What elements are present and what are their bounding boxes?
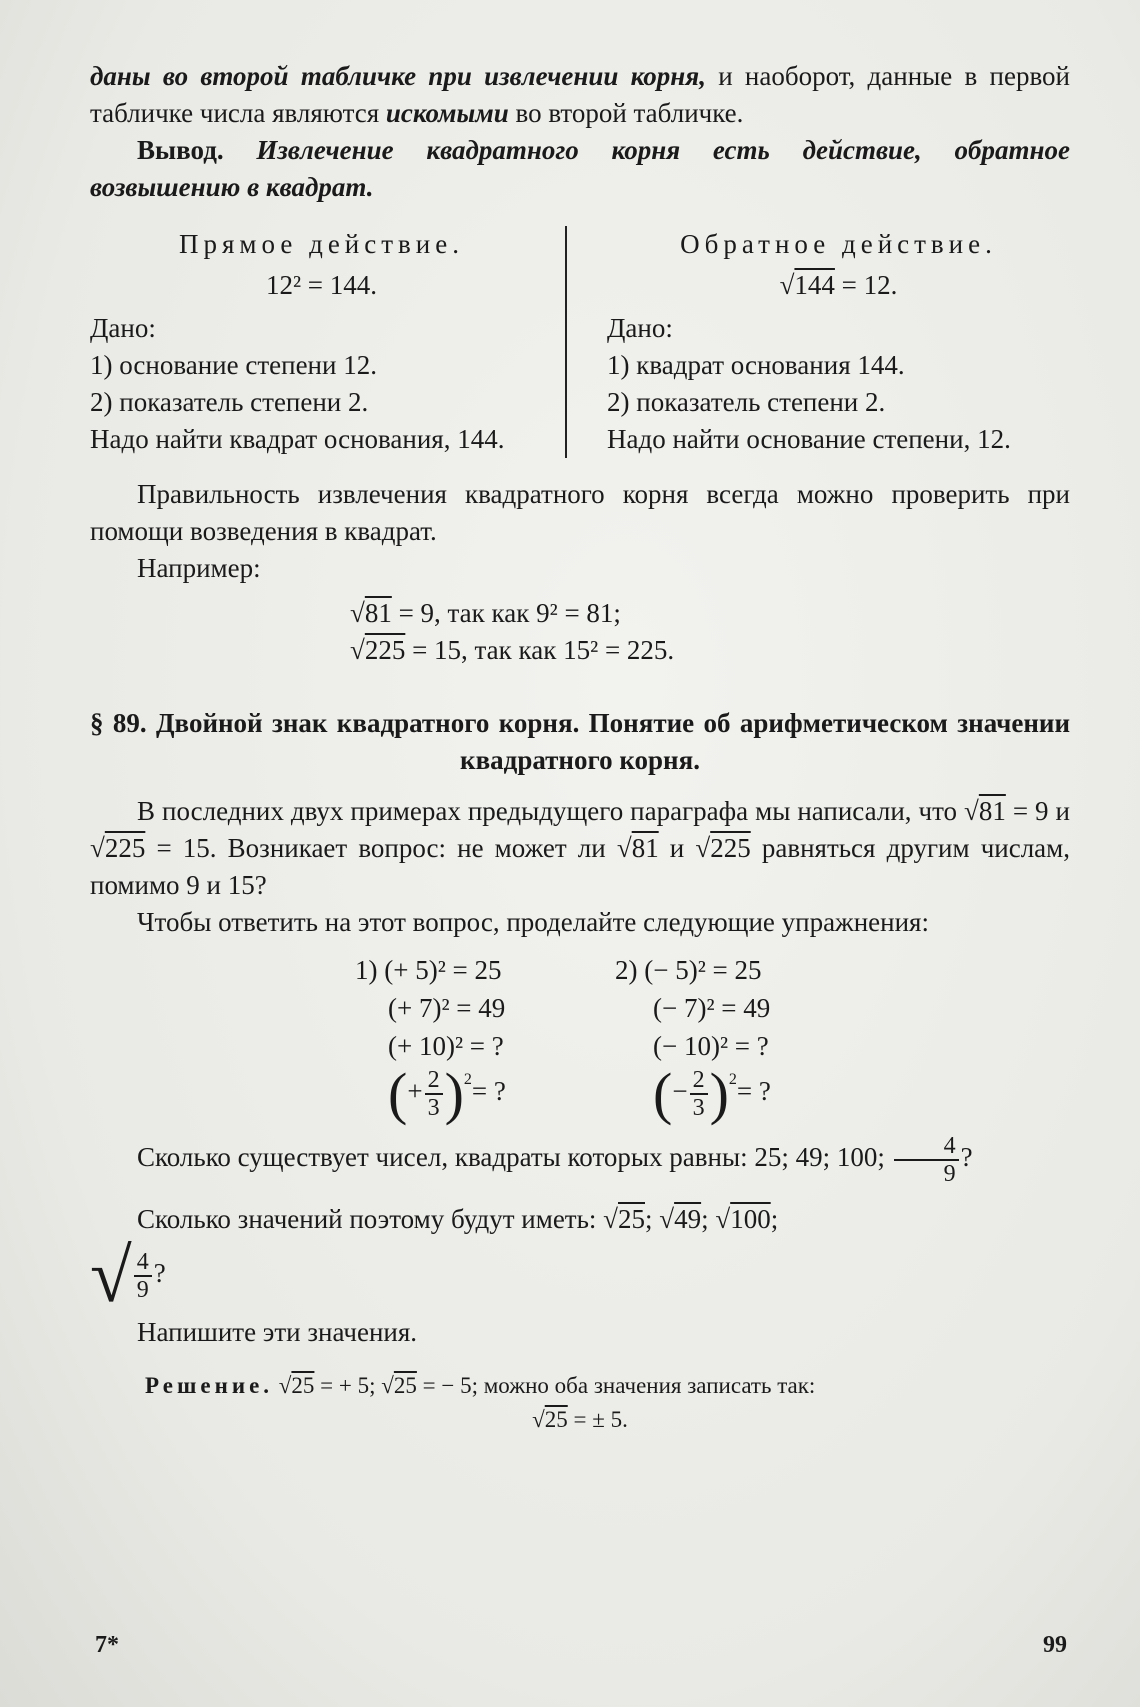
radical-sign: √	[532, 1407, 545, 1432]
example-label: Например:	[137, 553, 261, 583]
equation-tail: = ?	[736, 1076, 771, 1107]
example-2	[350, 632, 1070, 669]
radical-sign: √	[603, 1204, 618, 1234]
text: равняться другим числам, помимо 9 и 15?	[90, 833, 1070, 900]
exercise-2b: (− 7)² = 49	[653, 993, 771, 1023]
text: В последних двух примерах предыдущего параграфа мы написали, что	[137, 796, 965, 826]
page-number: 99	[1043, 1632, 1067, 1658]
paragraph-intro	[90, 58, 1070, 132]
inverse-equation	[607, 267, 1070, 304]
denominator: 9	[943, 1161, 956, 1187]
solution	[90, 1369, 1070, 1437]
denominator: 3	[427, 1095, 440, 1121]
radicand: 25	[544, 1407, 568, 1432]
inverse-given: Дано:	[607, 313, 673, 343]
direct-title: Прямое действие.	[179, 229, 464, 259]
radical-sign: √	[90, 833, 105, 863]
paren: (	[388, 1061, 408, 1126]
numerator: 4	[894, 1133, 959, 1161]
exercise-2d	[615, 1061, 875, 1126]
text: = + 5;	[314, 1373, 382, 1398]
radicand: 225	[710, 833, 751, 863]
section-title: § 89. Двойной знак квадратного корня. Понятие об арифметическом значении квадратного корня.	[90, 708, 1070, 775]
radicand: 81	[364, 598, 392, 628]
exercise-1d	[355, 1061, 615, 1126]
text: Сколько существует чисел, квадраты которых равны: 25; 49; 100;	[137, 1142, 885, 1173]
sign: −	[672, 1076, 688, 1107]
solution-label: Решение.	[145, 1373, 274, 1398]
exponent: 2	[463, 1071, 472, 1088]
italic-text: искомыми	[385, 98, 509, 128]
conclusion-text: Извлечение квадратного корня есть действие, обратное возвышению в квадрат.	[90, 135, 1070, 202]
radicand: 25	[393, 1373, 417, 1398]
equation-tail: = ?	[471, 1076, 506, 1107]
comparison-columns	[90, 226, 1070, 458]
fraction	[134, 1249, 152, 1303]
radical-sign: √	[616, 833, 632, 863]
equation-tail: = 12.	[834, 270, 898, 300]
radicand: 100	[730, 1204, 771, 1234]
paren: )	[709, 1061, 729, 1126]
radicand: 144	[794, 270, 835, 300]
paragraph-exercise-intro: Чтобы ответить на этот вопрос, проделайте следующие упражнения:	[137, 907, 929, 937]
radicand: 81	[631, 833, 659, 863]
denominator: 3	[692, 1095, 705, 1121]
exercise-1b: (+ 7)² = 49	[388, 993, 506, 1023]
question-2-fraction	[90, 1234, 1070, 1318]
direct-column	[90, 226, 567, 458]
conclusion	[90, 132, 1070, 206]
example-text: = 15, так как 15² = 225.	[405, 635, 675, 665]
exercise-2a: 2) (− 5)² = 25	[615, 955, 762, 985]
radical-sign: √	[779, 270, 795, 300]
exercise-2c: (− 10)² = ?	[653, 1031, 769, 1061]
radical-sign: √	[715, 1204, 731, 1234]
radicand: 25	[291, 1373, 315, 1398]
question-2: Сколько значений поэтому будут иметь: √25; √49; √100;	[137, 1204, 779, 1234]
exercise-1c: (+ 10)² = ?	[388, 1031, 504, 1061]
radicand: 49	[674, 1204, 702, 1234]
paren: (	[653, 1061, 673, 1126]
exercise-1a: 1) (+ 5)² = 25	[355, 955, 502, 985]
text: ?	[153, 1258, 166, 1289]
inverse-title: Обратное действие.	[680, 229, 997, 259]
fraction	[894, 1133, 959, 1187]
numerator: 2	[425, 1067, 443, 1095]
example-text: = 9, так как 9² = 81;	[391, 598, 621, 628]
direct-equation: 12² = 144.	[265, 270, 378, 300]
direct-item-1: 1) основание степени 12.	[90, 350, 377, 380]
radical-sign: √	[278, 1373, 292, 1398]
inverse-item-2: 2) показатель степени 2.	[607, 387, 886, 417]
text: = − 5; можно оба значения записать так:	[416, 1373, 816, 1398]
example-1	[350, 595, 1070, 632]
numerator: 4	[134, 1249, 152, 1277]
radicand: 81	[978, 796, 1006, 826]
text: ?	[960, 1142, 973, 1173]
radical-sign: √	[90, 1234, 132, 1318]
radical-sign: √	[350, 598, 365, 628]
radicand: 225	[364, 635, 406, 665]
check-paragraph: Правильность извлечения квадратного корня всегда можно проверить при помощи возведения в квадрат.	[90, 479, 1070, 546]
signature-mark: 7*	[95, 1632, 119, 1658]
solution-line-1	[145, 1369, 1070, 1403]
paragraph-question	[90, 793, 1070, 904]
question-1	[90, 1133, 1070, 1187]
radical-sign: √	[695, 833, 711, 863]
paren: )	[444, 1061, 464, 1126]
inverse-column	[567, 226, 1070, 458]
direct-find: Надо найти квадрат основания, 144.	[90, 424, 505, 454]
sign: +	[407, 1076, 423, 1107]
denominator: 9	[136, 1277, 149, 1303]
numerator: 2	[690, 1067, 708, 1095]
radical-sign: √	[964, 796, 979, 826]
text: = 15. Возникает вопрос: не может ли	[145, 833, 617, 863]
direct-given: Дано:	[90, 313, 156, 343]
text: и наоборот, данные в первой табличке числа являются	[90, 61, 1070, 128]
radical-sign: √	[659, 1204, 675, 1234]
text: = 9 и	[1005, 796, 1070, 826]
text: Сколько значений поэтому будут иметь:	[137, 1204, 604, 1234]
fraction	[690, 1067, 708, 1121]
text: = ± 5.	[567, 1407, 628, 1432]
italic-text: даны во второй табличке при извлечении корня,	[90, 61, 706, 91]
conclusion-label: Вывод.	[137, 135, 224, 165]
fraction	[425, 1067, 443, 1121]
text: и	[658, 833, 696, 863]
examples	[350, 595, 1070, 669]
radical-sign: √	[350, 635, 365, 665]
radicand: 225	[104, 833, 146, 863]
text: во второй табличке.	[508, 98, 744, 128]
direct-item-2: 2) показатель степени 2.	[90, 387, 369, 417]
inverse-find: Надо найти основание степени, 12.	[607, 424, 1011, 454]
write-values: Напишите эти значения.	[137, 1317, 418, 1347]
inverse-item-1: 1) квадрат основания 144.	[607, 350, 905, 380]
exponent: 2	[728, 1071, 737, 1088]
radicand: 25	[618, 1204, 645, 1234]
radical-sign: √	[381, 1373, 394, 1398]
exercise-grid	[355, 951, 1070, 1126]
solution-line-2	[145, 1403, 1070, 1437]
page-content	[90, 58, 1070, 1437]
